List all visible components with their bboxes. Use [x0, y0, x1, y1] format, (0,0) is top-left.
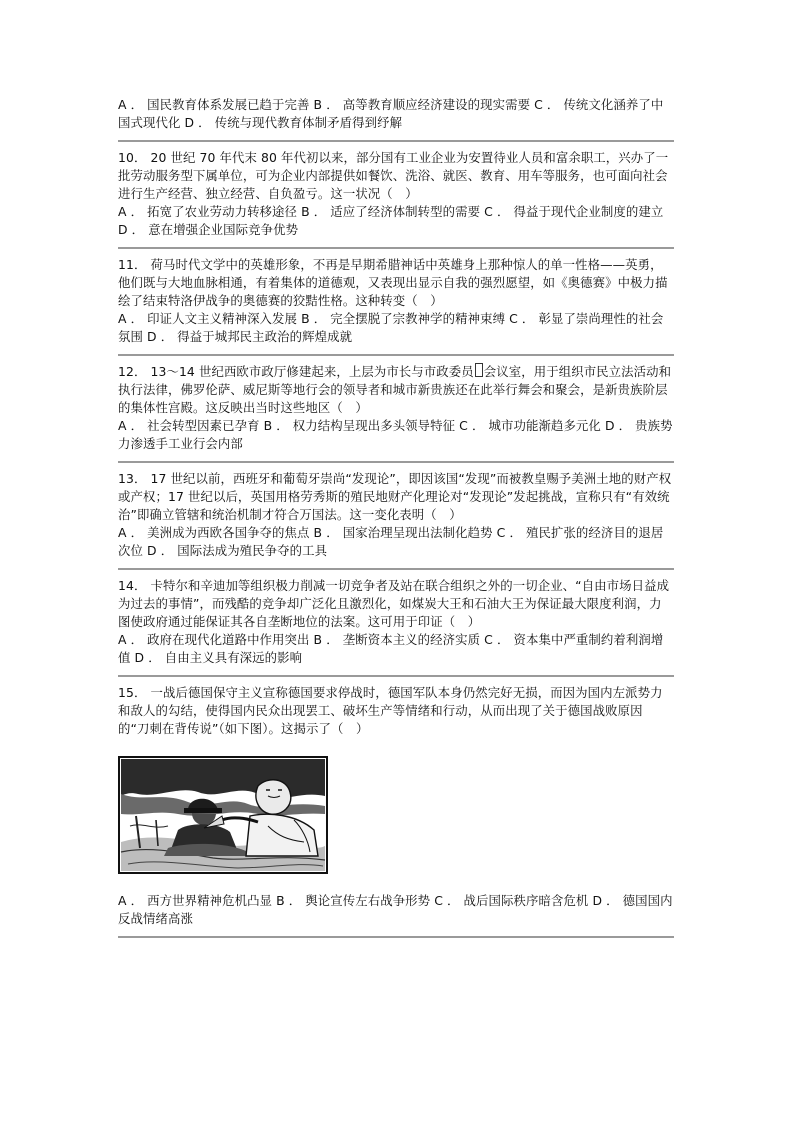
- question-14-stem: 14． 卡特尔和辛迪加等组织极力削减一切竞争者及站在联合组织之外的一切企业、“自由市场日益成为过去的事情”，而残酷的竞争却广泛化且激烈化，如煤炭大王和石油大王为保证最大限度利润，力图使政府通过能保证其各自垄断地位的法案。这可用于印证（ ）: [118, 578, 670, 629]
- exam-page: [118, 96, 674, 938]
- cartoon-figure: [118, 756, 674, 874]
- question-11-options: A ． 印证人文主义精神深入发展 B ． 完全摆脱了宗教神学的精神束缚 C ． 彰显了崇尚理性的社会氛围 D ． 得益于城邦民主政治的辉煌成就: [118, 311, 664, 344]
- question-15-stem: 15． 一战后德国保守主义宣称德国要求停战时，德国军队本身仍然完好无损，而因为国内左派势力和敌人的勾结，使得国内民众出现罢工、破坏生产等情绪和行动，从而出现了关于德国战败原因的“刀刺在背传说”（如下图）。这揭示了（ ）: [118, 685, 663, 736]
- question-11: [118, 249, 674, 354]
- question-14-options: A ． 政府在现代化道路中作用突出 B ． 垄断资本主义的经济实质 C ． 资本集中严重制约着利润增值 D ． 自由主义具有深远的影响: [118, 632, 664, 665]
- question-12: [118, 356, 674, 461]
- question-13-stem: 13． 17 世纪以前，西班牙和葡萄牙崇尚“发现论”，即因该国“发现”而被教皇赐予美洲土地的财产权或产权；17 世纪以后，英国用格劳秀斯的殖民地财产化理论对“发现论”发起挑战，宣称只有“有效统治”即确立管辖和统治机制才符合万国法。这一变化表明（ ）: [118, 471, 672, 522]
- question-13: [118, 463, 674, 568]
- question-10: [118, 142, 674, 247]
- question-10-options: A ． 拓宽了农业劳动力转移途径 B ． 适应了经济体制转型的需要 C ． 得益于现代企业制度的建立 D ． 意在增强企业国际竞争优势: [118, 204, 664, 237]
- question-9-options-block: [118, 96, 674, 140]
- question-12-stem-part-a: 12． 13～14 世纪西欧市政厅修建起来，上层为市长与市政委员: [118, 364, 474, 379]
- divider: [118, 936, 674, 938]
- question-10-stem: 10． 20 世纪 70 年代末 80 年代初以来，部分国有工业企业为安置待业人员和富余职工，兴办了一批劳动服务型下属单位，可为企业内部提供如餐饮、洗浴、就医、教育、用车等服务，也可面向社会进行生产经营、独立经营、自负盈亏。这一状况（ ）: [118, 150, 669, 201]
- question-12-options: A ． 社会转型因素已孕育 B ． 权力结构呈现出多头领导特征 C ． 城市功能渐趋多元化 D ． 贵族势力渗透手工业行会内部: [118, 418, 673, 451]
- question-14: [118, 570, 674, 675]
- question-12-stem: [118, 363, 674, 417]
- question-15: [118, 677, 674, 936]
- question-12-stem-part-b: 会议室，用于组织市民立法活动和执行法律，佛罗伦萨、威尼斯等地行会的领导者和城市新贵族还在此举行舞会和聚会，是新贵族阶层的集体性宫殿。这反映出当时这些地区（ ）: [118, 364, 672, 415]
- missing-glyph-icon: [475, 363, 483, 377]
- question-11-stem: 11． 荷马时代文学中的英雄形象，不再是早期希腊神话中英雄身上那种惊人的单一性格——英勇，他们既与大地血脉相通，有着集体的道德观，又表现出显示自我的强烈愿望，如《奥德赛》中极力描绘了结束特洛伊战争的奥德赛的狡黠性格。这种转变（ ）: [118, 257, 668, 308]
- question-13-options: A ． 美洲成为西欧各国争夺的焦点 B ． 国家治理呈现出法制化趋势 C ． 殖民扩张的经济目的退居次位 D ． 国际法成为殖民争夺的工具: [118, 525, 664, 558]
- question-9-options: A ． 国民教育体系发展已趋于完善 B ． 高等教育顺应经济建设的现实需要 C ． 传统文化涵养了中国式现代化 D ． 传统与现代教育体制矛盾得到纾解: [118, 97, 664, 130]
- stab-in-the-back-cartoon-image: [118, 756, 328, 874]
- question-15-options: A ． 西方世界精神危机凸显 B ． 舆论宣传左右战争形势 C ． 战后国际秩序暗含危机 D ． 德国国内反战情绪高涨: [118, 893, 673, 926]
